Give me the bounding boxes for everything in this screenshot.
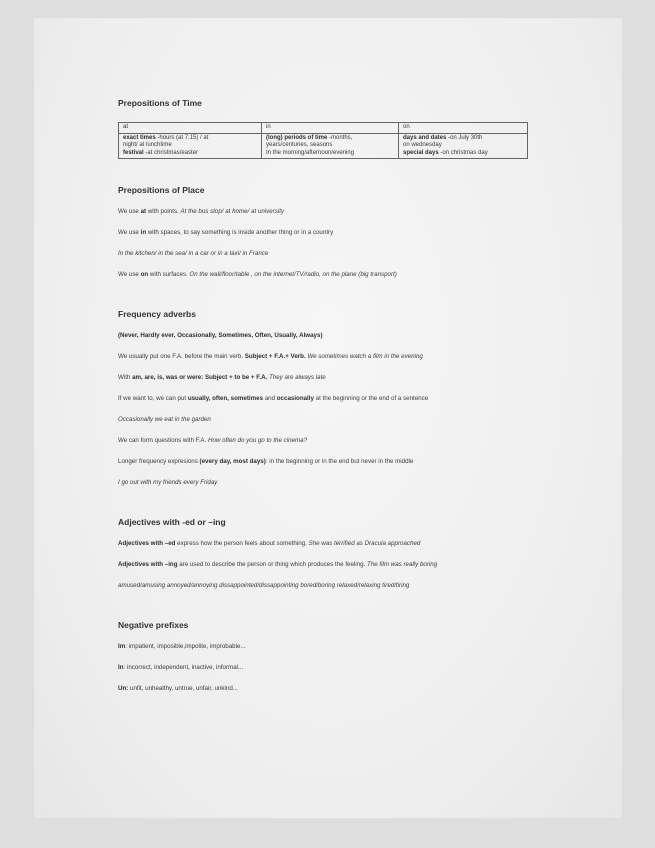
paragraph	[118, 332, 558, 340]
text: (every day, most days)	[199, 458, 266, 466]
time-prepositions-table	[118, 122, 528, 159]
text: We use	[118, 208, 141, 216]
paragraph	[118, 374, 558, 382]
paragraph	[118, 664, 558, 672]
text: at the beginning or the end of a sentence	[313, 395, 429, 403]
text: unfit, unhealthy, untrue, unfair, unkind...	[128, 685, 238, 693]
example-text: At the bus stop/ at home/ at university	[180, 208, 285, 216]
paragraph	[118, 271, 558, 279]
cell-text: exact times	[123, 134, 156, 141]
paragraph	[118, 395, 558, 403]
text: usually, often, sometimes	[187, 395, 264, 403]
paragraph	[118, 208, 558, 216]
example-text: I go out with my friends every Friday	[118, 479, 218, 487]
cell-text: -months,	[327, 134, 353, 141]
paragraph	[118, 643, 558, 651]
text: occasionally	[276, 395, 314, 403]
paragraph	[118, 353, 558, 361]
text: If we want to, we can put	[118, 395, 188, 403]
text: with surfaces.	[148, 271, 190, 279]
text: express how the person feels about something.	[175, 540, 309, 548]
text: Un:	[118, 685, 129, 693]
text: in	[140, 229, 147, 237]
example-text: They are always late	[267, 374, 326, 382]
cell-at	[119, 133, 262, 159]
text: We use	[118, 229, 141, 237]
text: : in the beginning or in the end but never in the middle	[265, 458, 414, 466]
section-title-frequency: Frequency adverbs	[118, 309, 196, 320]
cell-text: In the morning/afternoon/evening	[266, 149, 355, 156]
text: We can form questions with F.A.	[118, 437, 208, 445]
paragraph	[118, 437, 558, 445]
cell-text: festival	[123, 149, 144, 156]
cell-text: days and dates	[403, 134, 447, 141]
text: In	[118, 664, 124, 672]
scanned-page	[34, 18, 622, 818]
cell-text: -at christmas/easter	[143, 149, 199, 156]
text: Im	[118, 643, 126, 651]
example-text: amused/amusing annoyed/annoying dissappointed/dissappointing bored/boring relaxed/relaxing tired/tiring	[118, 582, 410, 590]
paragraph	[118, 229, 558, 237]
text: We use	[118, 271, 141, 279]
text: on	[140, 271, 149, 279]
example-text: On the wall/floor/table , on the internet/TV/radio, on the plane (big transport)	[189, 271, 397, 279]
table-row	[119, 133, 528, 159]
cell-text: on wednesday	[403, 142, 442, 149]
text: Adjectives with –ed	[118, 540, 176, 548]
text: and	[263, 395, 277, 403]
section-title-time: Prepositions of Time	[118, 98, 202, 108]
example-text: The film was really boring	[367, 561, 438, 569]
text: with spaces, to say something is inside another thing or in a country	[146, 229, 334, 237]
cell-text: -on christmas day	[438, 149, 488, 156]
text: With	[118, 374, 133, 382]
paragraph	[118, 458, 558, 466]
cell-text: -hours (at 7.15) / at	[155, 134, 209, 141]
example-text: We sometimes watch a film in the evening	[305, 353, 423, 361]
cell-text: special days	[403, 149, 439, 156]
example-text: Occasionally we eat in the garden	[118, 416, 211, 424]
text: We usually put one F.A. before the main verb.	[118, 353, 245, 361]
header-in: in	[262, 123, 399, 134]
cell-on	[399, 133, 528, 159]
text: am, are, is, was or were: Subject + to be + F.A.	[132, 374, 268, 382]
cell-text: night/ at lunchtime	[123, 142, 172, 149]
cell-text: years/centuries, seasons	[266, 142, 333, 149]
page-content	[118, 98, 558, 693]
cell-text: (long) periods of time	[266, 134, 328, 141]
example-text: How often do you go to the cinema?	[207, 437, 308, 445]
example-text: She was terrified as Dracula approached	[308, 540, 421, 548]
text: Subject + F.A.+ Verb.	[244, 353, 306, 361]
text: Longer frequency expresions	[118, 458, 200, 466]
example-text: In the kitchen/ in the sea/ in a car or in a taxi/ in France	[118, 250, 269, 258]
text: are used to describe the person or thing which produces the feeling.	[177, 561, 368, 569]
header-on: on	[399, 123, 528, 134]
cell-in	[262, 133, 399, 159]
section-title-place: Prepositions of Place	[118, 185, 205, 196]
text: : impatient, imposible,impolite, improbable...	[125, 643, 246, 651]
text: Adjectives with –ing	[118, 561, 178, 569]
table-header-row	[119, 123, 528, 134]
cell-text: -on July 30th	[446, 134, 483, 141]
section-title-negative-prefixes: Negative prefixes	[118, 620, 189, 631]
paragraph	[118, 540, 558, 548]
text: with points.	[146, 208, 181, 216]
section-title-adjectives: Adjectives with -ed or –ing	[118, 517, 226, 528]
text: : incorrect, independent, inactive, informal...	[123, 664, 244, 672]
header-at: at	[119, 123, 262, 134]
paragraph	[118, 561, 558, 569]
text: at	[140, 208, 147, 216]
text: (Never, Hardly ever, Occasionally, Sometimes, Often, Usually, Always)	[118, 332, 323, 340]
paragraph	[118, 685, 558, 693]
